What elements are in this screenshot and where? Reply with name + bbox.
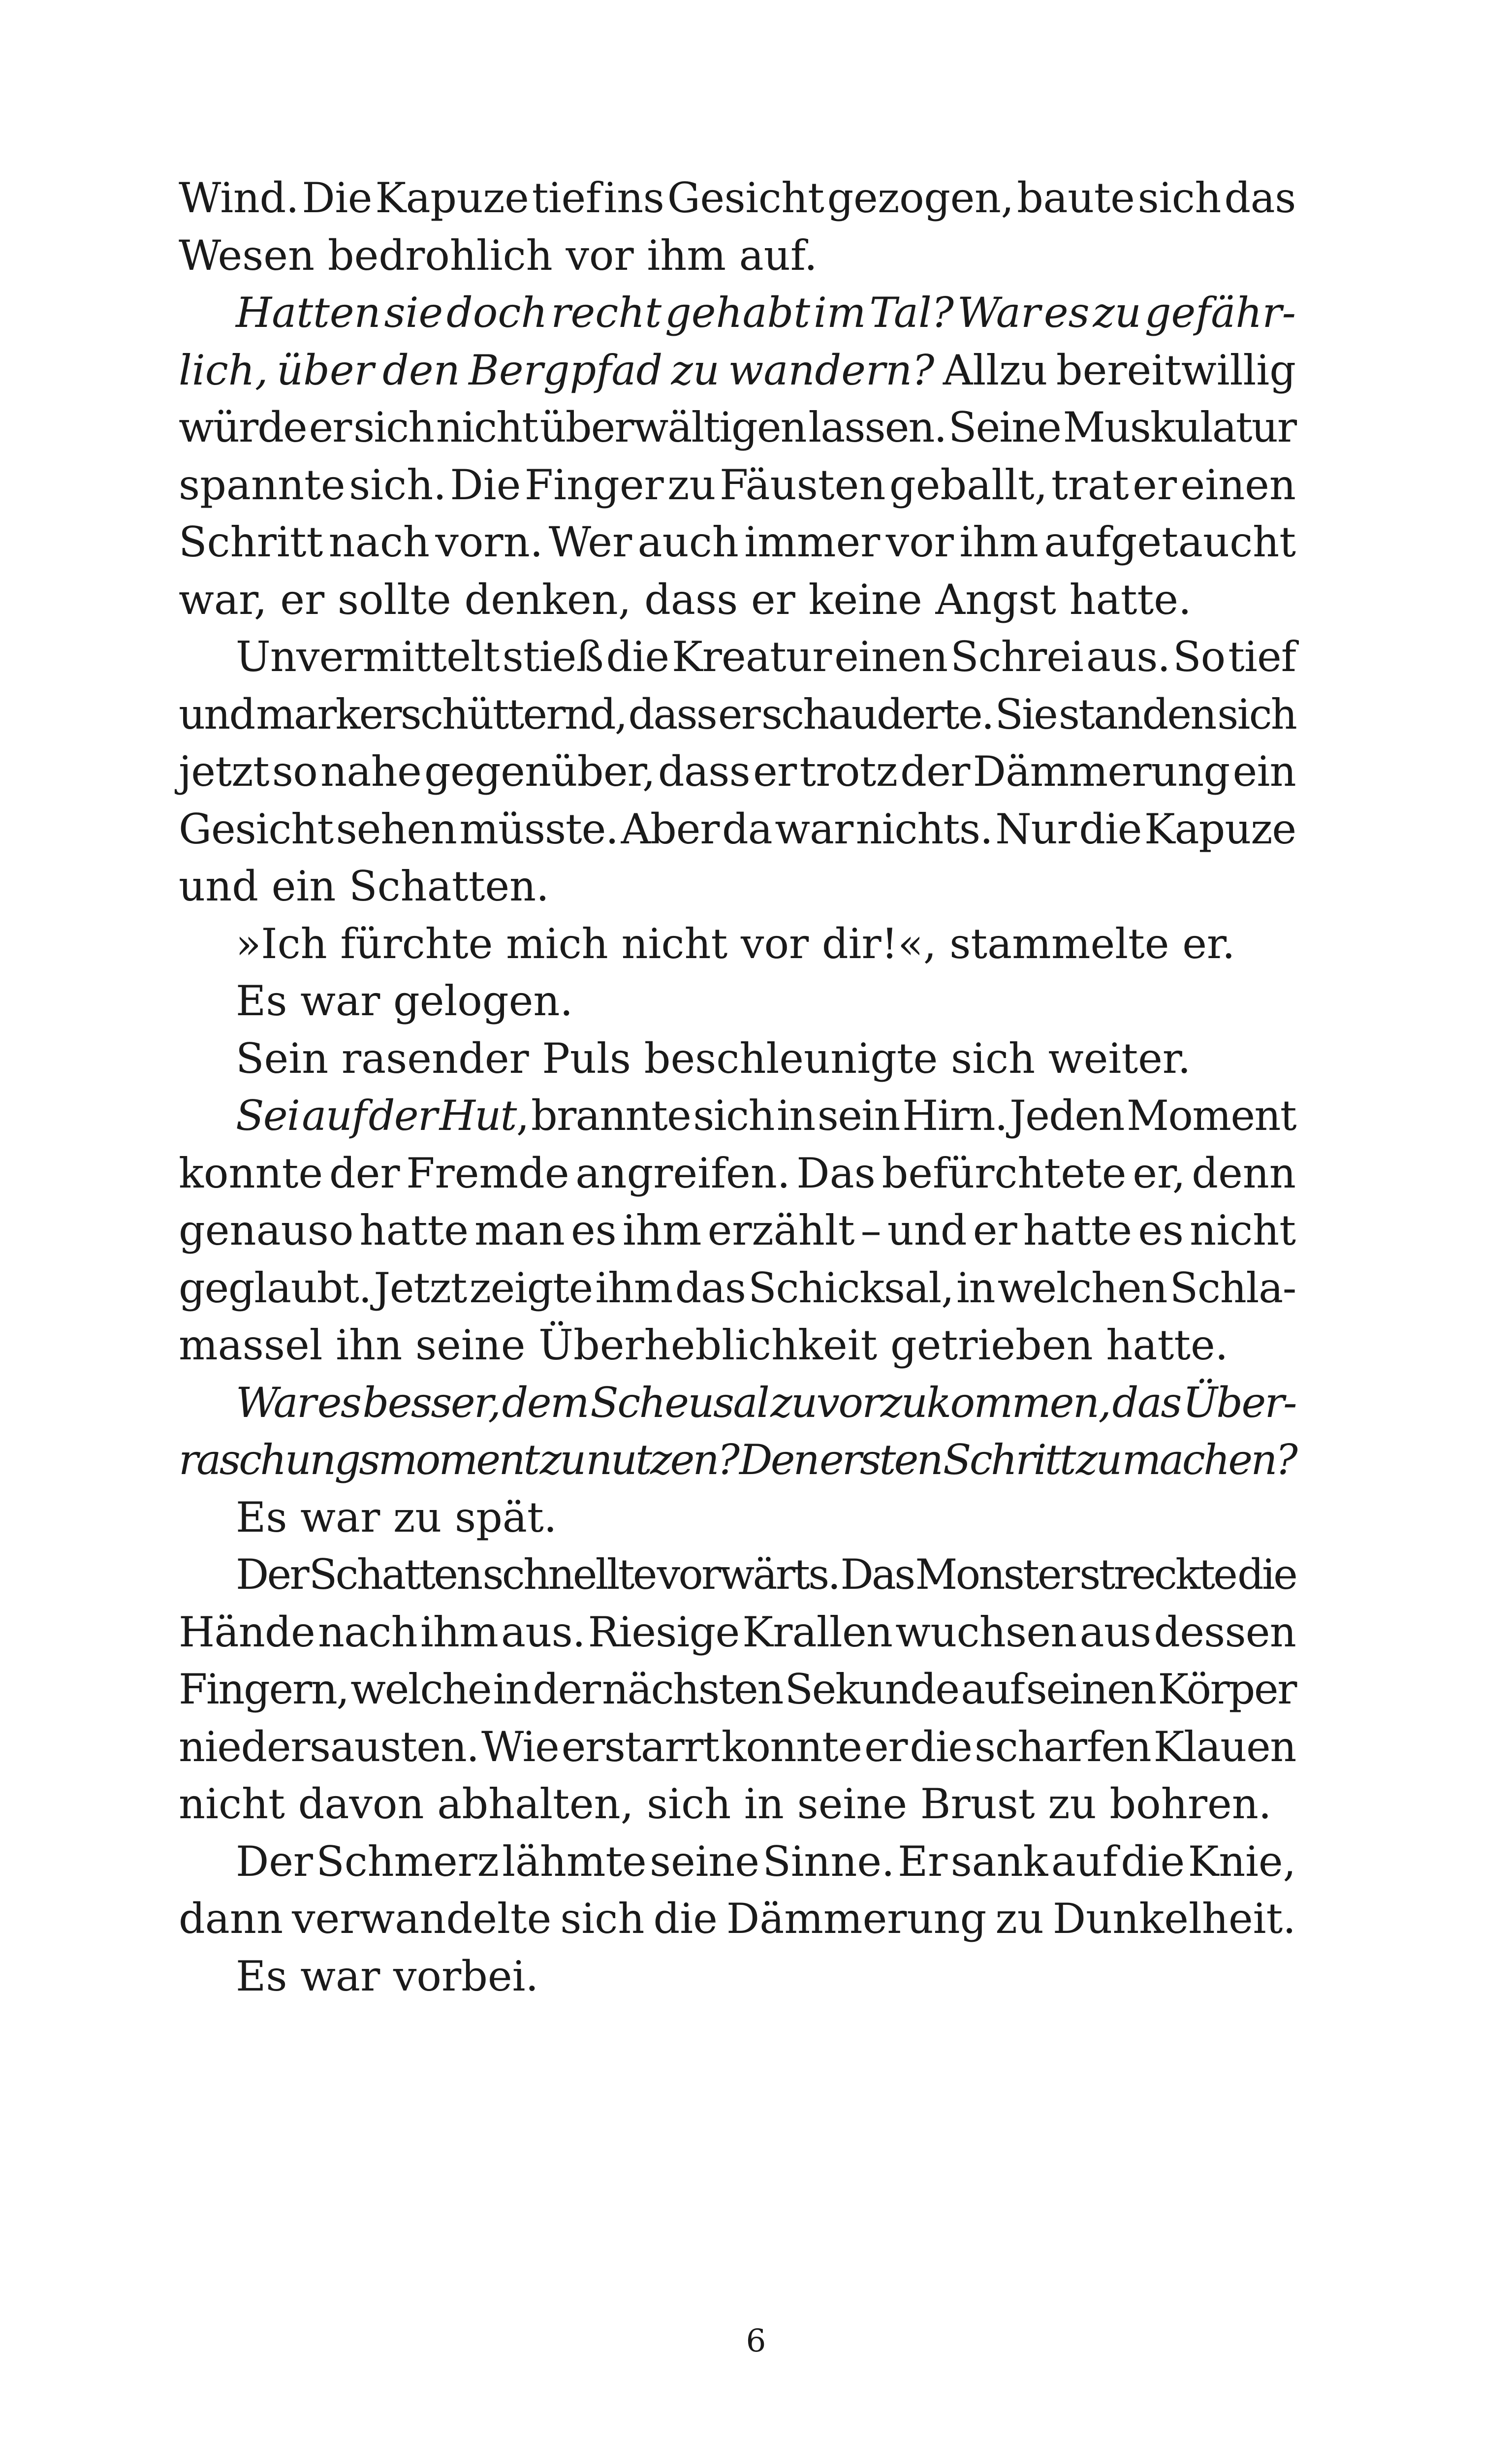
text-line bbox=[179, 972, 1296, 1030]
text-line bbox=[179, 1890, 1296, 1948]
text-segment: genauso hatte man es ihm erzählt – und er hatte es nicht bbox=[179, 1206, 1296, 1254]
text-segment: war, er sollte denken, dass er keine Angst hatte. bbox=[179, 575, 1192, 624]
text-segment: Es war zu spät. bbox=[236, 1493, 557, 1542]
italic-text: War es besser, dem Scheusal zuvorzukommen, das Über- bbox=[236, 1378, 1296, 1427]
text-segment: »Ich fürchte mich nicht vor dir!«, stammelte er. bbox=[236, 919, 1235, 968]
text-segment: Unvermittelt stieß die Kreatur einen Schrei aus. So tief bbox=[236, 633, 1296, 681]
text-segment: Der Schatten schnellte vorwärts. Das Monster streckte die bbox=[236, 1550, 1296, 1599]
text-line bbox=[179, 1317, 1296, 1374]
italic-text: raschungsmoment zu nutzen? Den ersten Schritt zu machen? bbox=[179, 1436, 1296, 1484]
text-segment: Wesen bedrohlich vor ihm auf. bbox=[179, 231, 818, 280]
text-line bbox=[179, 628, 1296, 686]
text-line bbox=[179, 456, 1296, 514]
text-segment: Es war gelogen. bbox=[236, 977, 573, 1025]
text-line bbox=[179, 399, 1296, 456]
text-line bbox=[179, 1489, 1296, 1546]
text-segment: konnte der Fremde angreifen. Das befürchtete er, denn bbox=[179, 1149, 1296, 1197]
text-segment: Wind. Die Kapuze tief ins Gesicht gezogen, baute sich das bbox=[179, 174, 1296, 222]
text-line bbox=[179, 686, 1296, 743]
text-segment: Sein rasender Puls beschleunigte sich weiter. bbox=[236, 1034, 1191, 1083]
text-line bbox=[179, 858, 1296, 915]
text-line bbox=[179, 227, 1296, 285]
text-line bbox=[179, 1431, 1296, 1489]
text-segment: Fingern, welche in der nächsten Sekunde auf seinen Körper bbox=[179, 1665, 1296, 1713]
text-line bbox=[179, 571, 1296, 629]
text-segment: Gesicht sehen müsste. Aber da war nichts. Nur die Kapuze bbox=[179, 804, 1296, 853]
text-line bbox=[179, 169, 1296, 227]
text-segment: spannte sich. Die Finger zu Fäusten geballt, trat er einen bbox=[179, 460, 1296, 509]
text-line bbox=[179, 1661, 1296, 1718]
page-number: 6 bbox=[746, 2323, 766, 2359]
text-segment: Hände nach ihm aus. Riesige Krallen wuchsen aus dessen bbox=[179, 1607, 1296, 1656]
text-segment: würde er sich nicht überwältigen lassen. Seine Muskulatur bbox=[179, 403, 1296, 451]
text-segment: und ein Schatten. bbox=[179, 862, 549, 910]
text-line bbox=[179, 743, 1296, 801]
italic-text: lich, über den Bergpfad zu wandern? bbox=[179, 346, 935, 394]
text-segment: massel ihn seine Überheblichkeit getrieben hatte. bbox=[179, 1321, 1228, 1369]
text-line bbox=[179, 1087, 1296, 1145]
text-segment: geglaubt. Jetzt zeigte ihm das Schicksal, in welchen Schla- bbox=[179, 1263, 1296, 1312]
text-segment: , brannte sich in sein Hirn. Jeden Moment bbox=[516, 1092, 1296, 1140]
text-line bbox=[179, 801, 1296, 858]
text-line bbox=[179, 1546, 1296, 1604]
text-segment: Allzu bereitwillig bbox=[934, 346, 1296, 394]
text-segment: Der Schmerz lähmte seine Sinne. Er sank auf die Knie, bbox=[236, 1837, 1296, 1886]
text-segment: Schritt nach vorn. Wer auch immer vor ihm aufgetaucht bbox=[179, 518, 1296, 566]
italic-text: Hatten sie doch recht gehabt im Tal? War es zu gefähr- bbox=[236, 289, 1296, 337]
body-text bbox=[179, 169, 1296, 2005]
text-segment: Es war vorbei. bbox=[236, 1952, 539, 2000]
text-line bbox=[179, 1833, 1296, 1891]
text-line bbox=[179, 915, 1296, 973]
text-line bbox=[179, 284, 1296, 342]
text-line bbox=[179, 342, 1296, 399]
text-line bbox=[179, 1718, 1296, 1776]
text-line bbox=[179, 1775, 1296, 1833]
text-line bbox=[179, 1374, 1296, 1432]
text-segment: jetzt so nahe gegenüber, dass er trotz der Dämmerung ein bbox=[179, 747, 1296, 796]
text-segment: nicht davon abhalten, sich in seine Brust zu bohren. bbox=[179, 1780, 1272, 1828]
text-line bbox=[179, 1145, 1296, 1202]
text-line bbox=[179, 1948, 1296, 2005]
text-line bbox=[179, 1202, 1296, 1259]
text-line bbox=[179, 514, 1296, 571]
text-line bbox=[179, 1030, 1296, 1088]
italic-text: Sei auf der Hut bbox=[236, 1092, 516, 1140]
text-segment: niedersausten. Wie erstarrt konnte er die scharfen Klauen bbox=[179, 1722, 1296, 1771]
text-segment: und markerschütternd, dass er schauderte. Sie standen sich bbox=[179, 690, 1296, 739]
text-line bbox=[179, 1604, 1296, 1661]
text-segment: dann verwandelte sich die Dämmerung zu Dunkelheit. bbox=[179, 1895, 1296, 1943]
text-line bbox=[179, 1259, 1296, 1317]
